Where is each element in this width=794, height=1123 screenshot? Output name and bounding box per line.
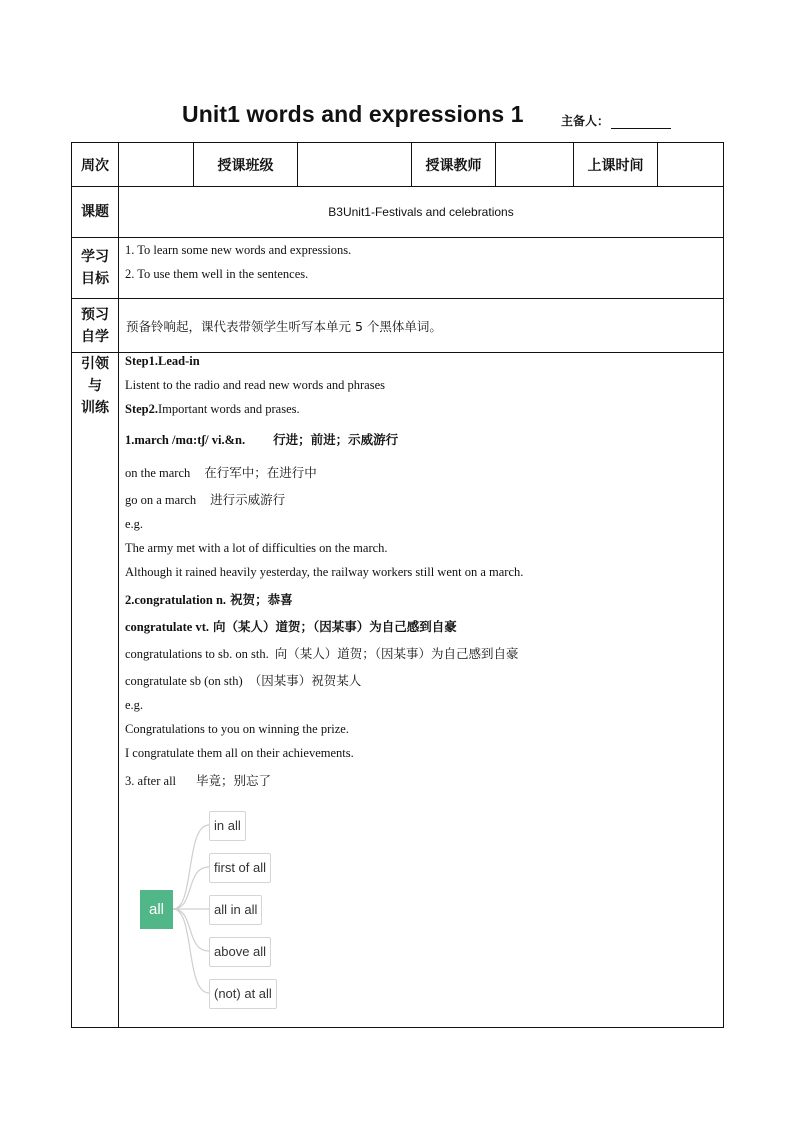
march-head: 1.march /mɑ:tʃ/ vi.&n. [125, 433, 246, 447]
mindmap-connector [173, 825, 209, 909]
cong-ex1-en: congratulations to sb. on sth. [125, 647, 269, 661]
goal-item: 1. To learn some new words and expressions. [125, 243, 352, 257]
step1-title: Step1.Lead-in [125, 354, 200, 368]
guide-label [72, 353, 119, 1028]
preparer-label: 主备人： [561, 114, 610, 128]
mindmap-connector [173, 867, 209, 909]
step2-title: Step2. [125, 402, 158, 416]
preview-label [72, 299, 119, 353]
march-sentence-1: The army met with a lot of difficulties on the march. [125, 541, 388, 555]
preparer-blank [611, 116, 671, 129]
march-ex1-cn: 在行军中；在进行中 [204, 465, 317, 480]
afterall-en: 3. after all [125, 774, 177, 788]
march-ex2-cn: 进行示威游行 [210, 492, 286, 507]
march-head-cn: 行进；前进；示威游行 [273, 432, 399, 447]
congv-head-cn: 向（某人）道贺；（因某事）为自己感到自豪 [213, 619, 457, 634]
goals-list [119, 238, 724, 299]
week-label: 周次 [72, 143, 119, 187]
eg-label-1: e.g. [125, 517, 144, 531]
mindmap-connectors [119, 353, 649, 1027]
march-ex1-en: on the march [125, 466, 191, 480]
time-value[interactable] [658, 143, 724, 187]
congv-head: congratulate vt. [125, 620, 210, 634]
guide-label-line3: 训练 [81, 400, 109, 416]
goals-row [72, 238, 724, 299]
mindmap-connector [173, 909, 209, 951]
time-label: 上课时间 [574, 143, 658, 187]
preview-label-line1: 预习 [81, 306, 109, 323]
preview-row [72, 299, 724, 353]
preview-label-line2: 自学 [81, 328, 109, 345]
mindmap-node: all in all [209, 895, 262, 925]
mindmap-connector [173, 909, 209, 993]
cong-sentence-1: Congratulations to you on winning the prize. [125, 722, 349, 736]
cong-head: 2.congratulation n. [125, 593, 227, 607]
topic-value: B3Unit1-Festivals and celebrations [119, 187, 724, 238]
topic-label: 课题 [72, 187, 119, 238]
header-row [72, 143, 724, 187]
goals-label-line1: 学习 [81, 249, 109, 265]
eg-label-2: e.g. [125, 698, 144, 712]
lesson-plan-table [71, 142, 724, 1028]
class-label: 授课班级 [194, 143, 298, 187]
goals-label-line2: 目标 [81, 271, 109, 287]
afterall-cn: 毕竟；别忘了 [196, 773, 272, 788]
cong-ex1-cn: 向（某人）道贺；（因某事）为自己感到自豪 [274, 646, 519, 661]
cong-ex2-cn: （因某事）祝贺某人 [248, 673, 362, 688]
cong-ex2-en: congratulate sb (on sth) [125, 674, 243, 688]
preview-text: 预备铃响起，课代表带领学生听写本单元 5 个黑体单词。 [119, 299, 724, 353]
mindmap-node: first of all [209, 853, 271, 883]
preparer-field [561, 112, 671, 129]
guide-row [72, 353, 724, 1028]
goal-item: 2. To use them well in the sentences. [125, 267, 309, 281]
page-title: Unit1 words and expressions 1 [182, 101, 524, 127]
march-sentence-2: Although it rained heavily yesterday, the railway workers still went on a march. [125, 565, 524, 579]
mindmap-node: above all [209, 937, 271, 967]
mindmap-node: in all [209, 811, 246, 841]
step1-text: Listent to the radio and read new words and phrases [125, 378, 385, 392]
mindmap-root: all [140, 890, 173, 929]
class-value[interactable] [298, 143, 412, 187]
guide-content [119, 353, 724, 1028]
guide-label-line1: 引领 [81, 356, 109, 372]
goals-label [72, 238, 119, 299]
march-ex2-en: go on a march [125, 493, 197, 507]
topic-row [72, 187, 724, 238]
guide-label-line2: 与 [88, 378, 102, 394]
step2-text: Important words and prases. [158, 402, 300, 416]
teacher-label: 授课教师 [412, 143, 496, 187]
cong-head-cn: 祝贺；恭喜 [230, 592, 293, 607]
mindmap-node: (not) at all [209, 979, 277, 1009]
week-value[interactable] [119, 143, 194, 187]
teacher-value[interactable] [496, 143, 574, 187]
cong-sentence-2: I congratulate them all on their achievements. [125, 746, 354, 760]
